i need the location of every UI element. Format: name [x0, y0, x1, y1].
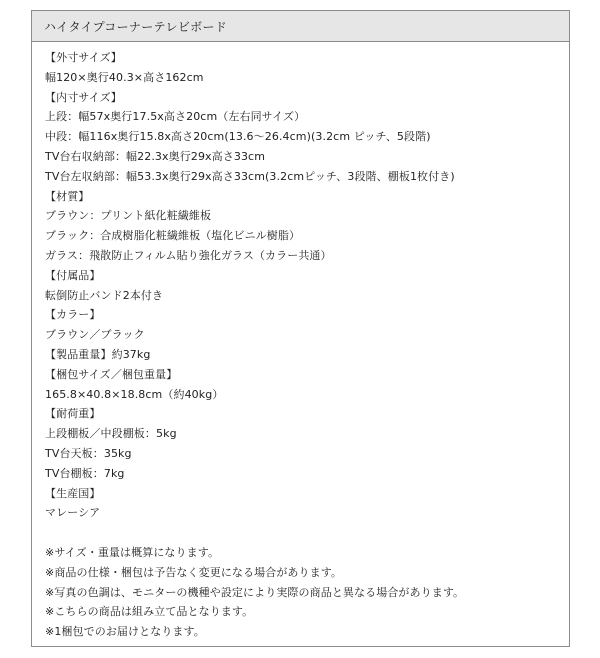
spec-line: 【梱包サイズ／梱包重量】	[45, 367, 178, 381]
spec-line: 【製品重量】約37kg	[45, 347, 151, 361]
spec-line: 【付属品】	[45, 268, 101, 282]
note-line: ※こちらの商品は組み立て品となります。	[45, 605, 254, 619]
spec-line: ガラス：飛散防止フィルム貼り強化ガラス（カラー共通）	[45, 248, 332, 262]
spec-line: 幅120×奥行40.3×高さ162cm	[45, 70, 204, 84]
page-title: ハイタイプコーナーテレビボード	[44, 19, 228, 34]
spec-line: TV台天板：35kg	[45, 446, 132, 460]
spec-header	[32, 11, 569, 42]
spacer	[45, 523, 569, 543]
spec-line: TV台右収納部：幅22.3x奥行29x高さ33cm	[45, 149, 266, 163]
spec-line: ブラウン：プリント紙化粧繊維板	[45, 209, 212, 223]
spec-line: 【内寸サイズ】	[45, 90, 122, 104]
note-line: ※商品の仕様・梱包は予告なく変更になる場合があります。	[45, 565, 343, 579]
spec-line: TV台左収納部：幅53.3x奥行29x高さ33cm(3.2cmピッチ、3段階、棚板1枚付き)	[45, 169, 455, 183]
spec-line: TV台棚板：7kg	[45, 466, 125, 480]
spec-line: 中段：幅116x奥行15.8x高さ20cm(13.6～26.4cm)(3.2cm ピッチ、5段階)	[45, 130, 431, 144]
note-line: ※1梱包でのお届けとなります。	[45, 625, 205, 639]
spec-line: 上段棚板／中段棚板：5kg	[45, 427, 177, 441]
note-line: ※写真の色調は、モニターの機種や設定により実際の商品と異なる場合があります。	[45, 585, 465, 599]
spec-line: 上段：幅57x奥行17.5x高さ20cm（左右同サイズ）	[45, 110, 306, 124]
spec-line: 【材質】	[45, 189, 90, 203]
spec-line: 【カラー】	[45, 308, 101, 322]
spec-content	[32, 42, 569, 642]
spec-line: 転倒防止バンド2本付き	[45, 288, 164, 302]
spec-line: ブラウン／ブラック	[45, 328, 145, 342]
spec-line: ブラック：合成樹脂化粧繊維板（塩化ビニル樹脂）	[45, 229, 301, 243]
note-line: ※サイズ・重量は概算になります。	[45, 545, 220, 559]
spec-line: 【耐荷重】	[45, 407, 101, 421]
spec-line: 【生産国】	[45, 486, 101, 500]
spec-line: 165.8×40.8×18.8cm（約40kg）	[45, 387, 224, 401]
spec-table	[31, 10, 570, 647]
spec-line: マレーシア	[45, 506, 101, 520]
spec-line: 【外寸サイズ】	[45, 51, 122, 64]
